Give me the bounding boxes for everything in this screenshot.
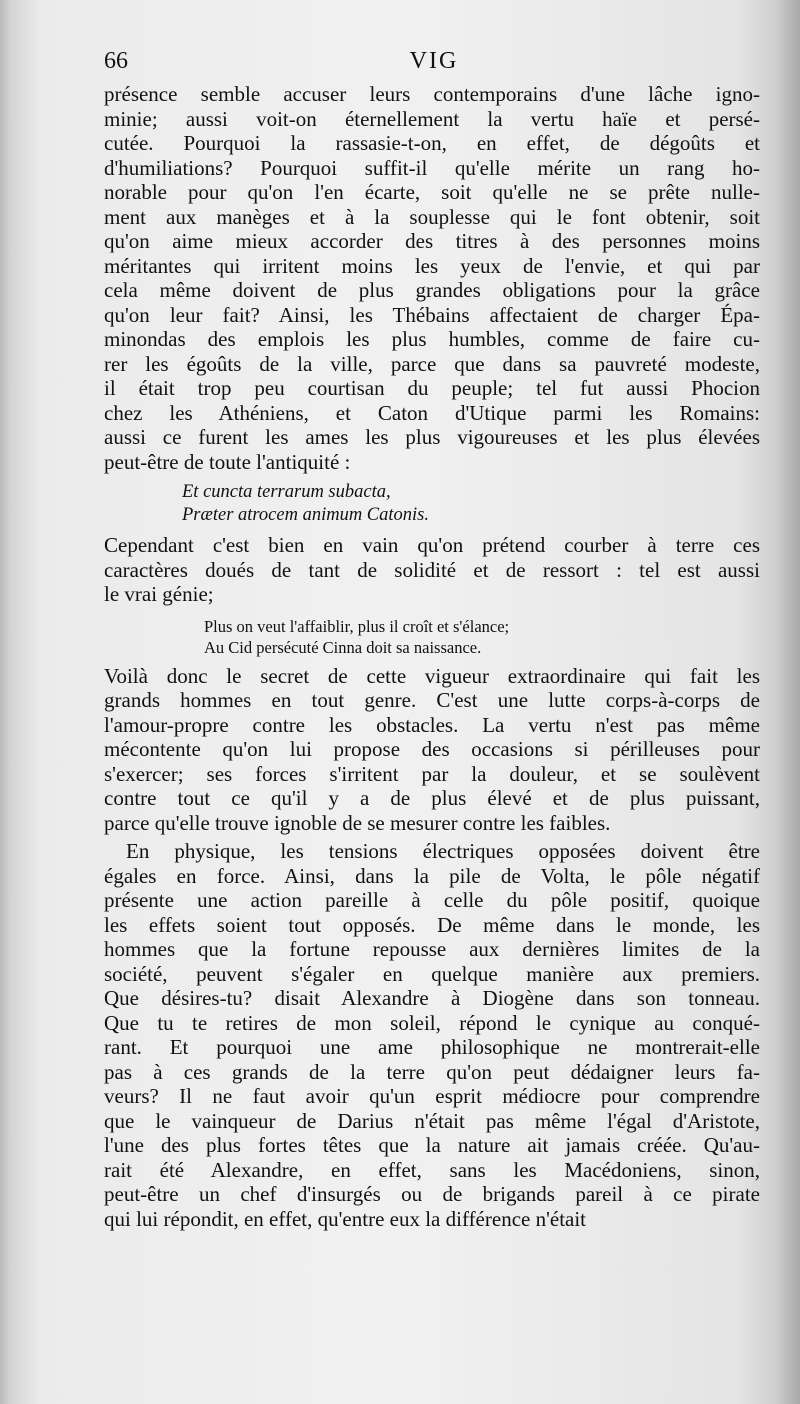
text-line: société, peuvent s'égaler en quelque manière aux premiers. [104, 961, 760, 986]
text-line: le vrai génie; [104, 582, 214, 606]
text-line: égales en force. Ainsi, dans la pile de Volta, le pôle négatif [104, 863, 760, 888]
text-line: aussi ce furent les ames les plus vigoureuses et les plus élevées [104, 425, 760, 449]
text-line: qu'on leur fait? Ainsi, les Thébains affectaient de charger Épa- [104, 302, 760, 327]
text-line: mécontente qu'on lui propose des occasions si périlleuses pour [104, 737, 760, 761]
text-line: hommes que la fortune repousse aux dernières limites de la [104, 937, 760, 961]
text-line: Que tu te retires de mon soleil, répond le cynique au conqué- [104, 1010, 760, 1035]
paragraph-2 [104, 533, 760, 607]
text-line: Cependant c'est bien en vain qu'on prétend courber à terre ces [104, 533, 760, 557]
text-line: Au Cid persécuté Cinna doit sa naissance. [204, 637, 482, 657]
text-line: les effets soient tout opposés. De même dans le monde, les [104, 912, 760, 937]
text-line: que le vainqueur de Darius n'était pas même l'égal d'Aristote, [104, 1108, 760, 1133]
text-line: chez les Athéniens, et Caton d'Utique parmi les Romains: [104, 400, 760, 425]
paragraph-4 [104, 839, 760, 1231]
text-line: parce qu'elle trouve ignoble de se mesurer contre les faibles. [104, 810, 611, 835]
text-line: l'une des plus fortes têtes que la nature ait jamais créée. Qu'au- [104, 1133, 760, 1157]
text-line: pas à ces grands de la terre qu'on peut dédaigner leurs fa- [104, 1059, 760, 1084]
text-line: minie; aussi voit-on éternellement la vertu haïe et persé- [104, 106, 760, 131]
text-line: il était trop peu courtisan du peuple; tel fut aussi Phocion [104, 376, 760, 400]
text-line: ment aux manèges et à la souplesse qui le font obtenir, soit [104, 204, 760, 229]
text-line: Que désires-tu? disait Alexandre à Diogène dans son tonneau. [104, 986, 760, 1010]
text-line: Voilà donc le secret de cette vigueur extraordinaire qui fait les [104, 663, 760, 688]
text-line: Plus on veut l'affaiblir, plus il croît et s'élance; [204, 616, 510, 636]
verse-quotation [204, 616, 760, 658]
text-line: présente une action pareille à celle du pôle positif, quoique [104, 888, 760, 912]
running-head: VIG [409, 48, 459, 74]
text-line: qui lui répondit, en effet, qu'entre eux la différence n'était [104, 1206, 587, 1231]
text-body [104, 78, 760, 1231]
text-line: cela même doivent de plus grandes obligations pour la grâce [104, 278, 760, 302]
text-line: grands hommes en tout genre. C'est une lutte corps-à-corps de [104, 688, 760, 712]
page-number: 66 [104, 48, 128, 74]
text-line: présence semble accuser leurs contemporains d'une lâche igno- [104, 82, 760, 106]
text-line: méritantes qui irritent moins les yeux de l'envie, et qui par [104, 253, 760, 278]
paragraph-1 [104, 82, 760, 474]
text-line: d'humiliations? Pourquoi suffit-il qu'elle mérite un rang ho- [104, 155, 760, 180]
text-line: contre tout ce qu'il y a de plus élevé et de plus puissant, [104, 786, 760, 810]
text-line: rait été Alexandre, en effet, sans les Macédoniens, sinon, [104, 1157, 760, 1182]
text-line: qu'on aime mieux accorder des titres à des personnes moins [104, 229, 760, 253]
page-header [104, 48, 764, 76]
text-line: minondas des emplois les plus humbles, comme de faire cu- [104, 327, 760, 351]
text-line: caractères doués de tant de solidité et de ressort : tel est aussi [104, 557, 760, 582]
latin-quotation [182, 481, 760, 527]
text-line: cutée. Pourquoi la rassasie-t-on, en effet, de dégoûts et [104, 131, 760, 155]
text-line: peut-être de toute l'antiquité : [104, 449, 351, 474]
text-line: veurs? Il ne faut avoir qu'un esprit médiocre pour comprendre [104, 1084, 760, 1108]
text-line: peut-être un chef d'insurgés ou de brigands pareil à ce pirate [104, 1182, 760, 1206]
text-line: rant. Et pourquoi une ame philosophique ne montrerait-elle [104, 1035, 760, 1059]
text-line: norable pour qu'on l'en écarte, soit qu'elle ne se prête nulle- [104, 180, 760, 204]
paragraph-3 [104, 664, 760, 836]
text-line: Præter atrocem animum Catonis. [182, 505, 430, 525]
text-line: s'exercer; ses forces s'irritent par la douleur, et se soulèvent [104, 761, 760, 786]
text-line: En physique, les tensions électriques opposées doivent être [126, 839, 760, 863]
text-line: Et cuncta terrarum subacta, [182, 482, 391, 502]
text-line: rer les égoûts de la ville, parce que dans sa pauvreté modeste, [104, 351, 760, 376]
text-line: l'amour-propre contre les obstacles. La vertu n'est pas même [104, 712, 760, 737]
